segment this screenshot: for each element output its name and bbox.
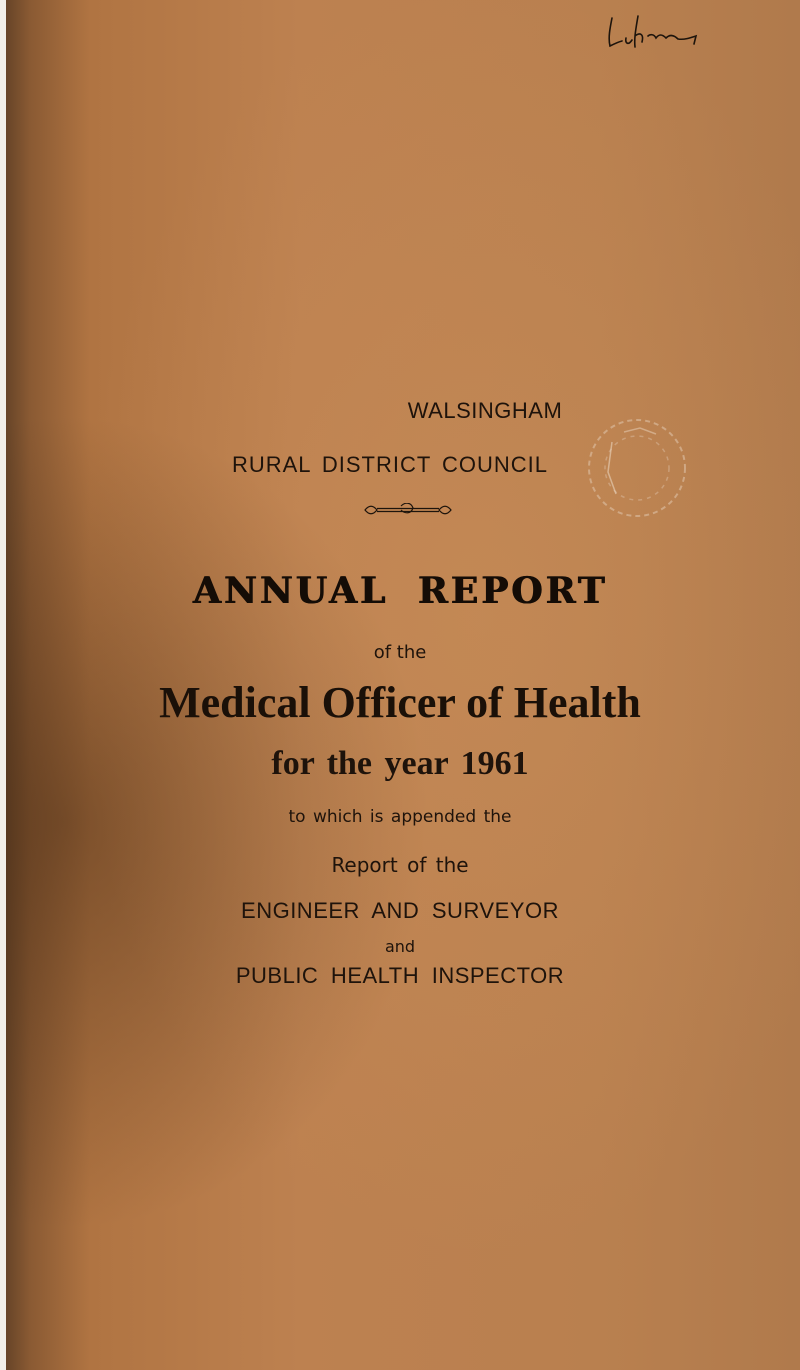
report-title: ANNUAL REPORT <box>192 570 608 612</box>
handwritten-signature <box>604 12 700 52</box>
appended-text: to which is appended the <box>288 807 512 827</box>
public-health-inspector: PUBLIC HEALTH INSPECTOR <box>235 963 565 988</box>
officer-title: Medical Officer of Health <box>159 678 641 727</box>
council-name: WALSINGHAM <box>407 398 563 423</box>
report-year: for the year 1961 <box>271 745 529 782</box>
engineer-surveyor: ENGINEER AND SURVEYOR <box>241 898 559 923</box>
library-stamp-icon <box>582 412 692 524</box>
report-of-text: Report of the <box>331 853 469 877</box>
council-type: RURAL DISTRICT COUNCIL <box>231 452 549 477</box>
ornamental-rule-icon <box>363 503 453 517</box>
and-text: and <box>384 937 416 956</box>
of-the-text: of the <box>373 642 427 663</box>
